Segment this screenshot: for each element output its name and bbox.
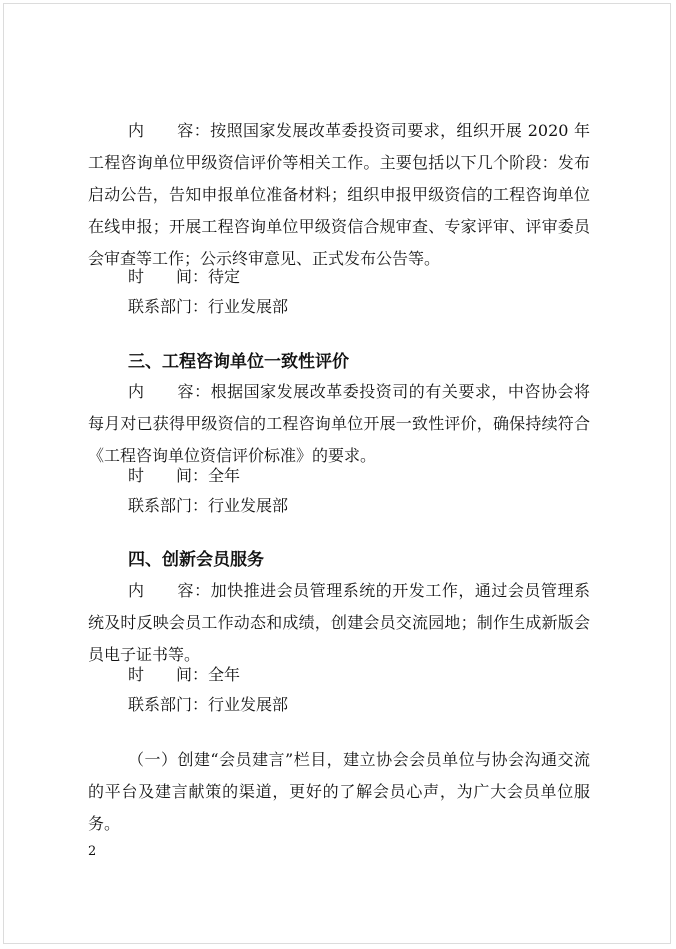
section4-content-label: 内 容： bbox=[128, 581, 211, 600]
section3-dept-value: 行业发展部 bbox=[208, 496, 289, 515]
section3-content-paragraph bbox=[88, 376, 590, 472]
section3-time-line bbox=[128, 460, 590, 492]
block1-time-value: 待定 bbox=[208, 267, 241, 286]
page-content bbox=[4, 4, 670, 943]
block1-time-line bbox=[128, 261, 590, 293]
block1-dept-value: 行业发展部 bbox=[208, 297, 289, 316]
section4-content-text: 加快推进会员管理系统的开发工作，通过会员管理系统及时反映会员工作动态和成绩，创建会员交流园地；制作生成新版会员电子证书等。 bbox=[88, 581, 590, 664]
block1-dept-label: 联系部门： bbox=[128, 297, 209, 316]
section4-content-paragraph bbox=[88, 575, 590, 671]
section3-dept-label: 联系部门： bbox=[128, 496, 209, 515]
block1-time-label: 时 间： bbox=[128, 267, 209, 286]
section3-dept-line bbox=[128, 490, 590, 522]
section4-dept-value: 行业发展部 bbox=[208, 695, 289, 714]
block1-content-paragraph bbox=[88, 115, 590, 275]
section4-sub1-paragraph: （一）创建“会员建言”栏目，建立协会会员单位与协会沟通交流的平台及建言献策的渠道，更好的了解会员心声，为广大会员单位服务。 bbox=[88, 750, 590, 833]
section3-content-label: 内 容： bbox=[128, 382, 211, 401]
section4-time-label: 时 间： bbox=[128, 665, 209, 684]
section3-time-label: 时 间： bbox=[128, 466, 209, 485]
section4-time-line bbox=[128, 659, 590, 691]
section3-heading: 三、工程咨询单位一致性评价 bbox=[128, 352, 349, 372]
section4-time-value: 全年 bbox=[208, 665, 241, 684]
block1-content-text: 按照国家发展改革委投资司要求，组织开展 2020 年工程咨询单位甲级资信评价等相关工作。主要包括以下几个阶段：发布启动公告，告知申报单位准备材料；组织申报甲级资信的工程咨询单位在线申报；开展工程咨询单位甲级资信合规审查、专家评审、评审委员会审查等工作；公示终审意见、正式发布公告等。 bbox=[88, 121, 590, 268]
block1-dept-line bbox=[128, 291, 590, 323]
page-number: 2 bbox=[88, 844, 97, 859]
section3-content-text: 根据国家发展改革委投资司的有关要求，中咨协会将每月对已获得甲级资信的工程咨询单位开展一致性评价，确保持续符合《工程咨询单位资信评价标准》的要求。 bbox=[88, 382, 590, 465]
section4-dept-line bbox=[128, 689, 590, 721]
section4-dept-label: 联系部门： bbox=[128, 695, 209, 714]
document-page bbox=[3, 3, 671, 944]
block1-content-label: 内 容： bbox=[128, 121, 211, 140]
section4-heading: 四、创新会员服务 bbox=[128, 550, 264, 570]
section3-time-value: 全年 bbox=[208, 466, 241, 485]
